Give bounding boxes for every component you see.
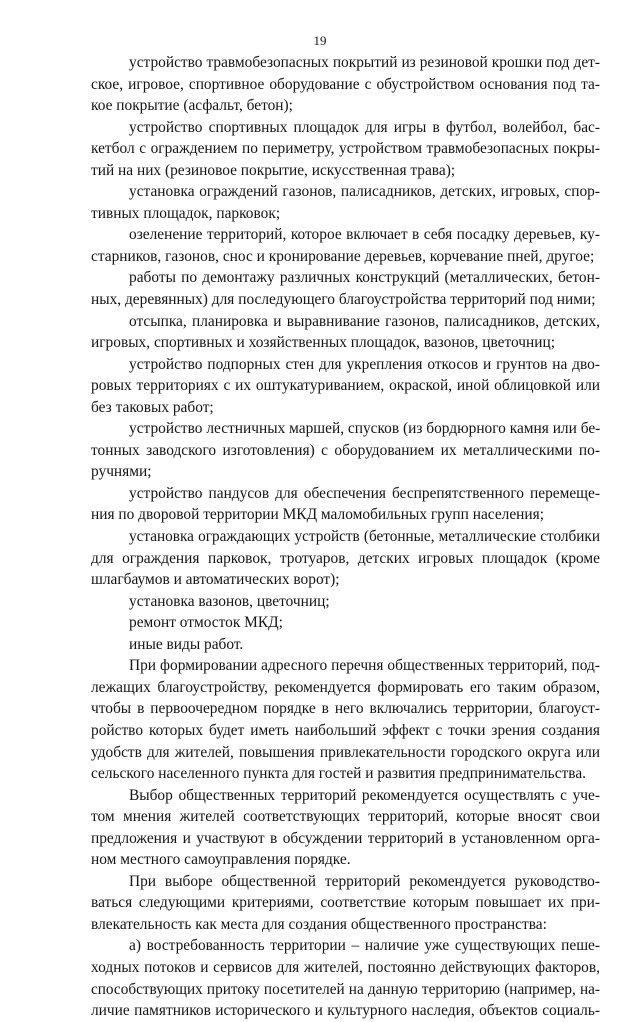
text-line: без таковых работ;	[91, 398, 214, 416]
text-line: удобств для жителей, повышения привлекательности городского округа или	[91, 743, 600, 761]
text-line: игровых, спортивных и хозяйственных площадок, вазонов, цветочниц;	[91, 334, 556, 352]
text-line: тий на них (резиновое покрытие, искусственная трава);	[91, 161, 456, 179]
text-line: ния по дворовой территории МКД маломобильных групп населения;	[91, 506, 544, 524]
text-line: работы по демонтажу различных конструкций (металлических, бетон-	[129, 269, 600, 287]
text-line: ручнями;	[91, 463, 152, 481]
text-line: лежащих благоустройству, рекомендуется формировать его таким образом,	[91, 678, 600, 696]
text-line: ваться следующими критериями, соответствие которым повышает их при-	[91, 894, 600, 912]
text-line: иные виды работ.	[129, 635, 244, 653]
text-line: кое покрытие (асфальт, бетон);	[91, 97, 293, 115]
text-line: сельского населенного пункта для гостей и развития предпринимательства.	[91, 765, 587, 783]
text-line: том мнения жителей соответствующих территорий, которые вносят свои	[91, 808, 600, 826]
text-line: устройство лестничных маршей, спусков (из бордюрного камня или бе-	[129, 420, 600, 438]
text-line: отсыпка, планировка и выравнивание газонов, палисадников, детских,	[129, 312, 600, 330]
body-text	[91, 52, 600, 1022]
text-line: чтобы в первоочередном порядке в него включались территории, благоуст-	[91, 700, 600, 718]
text-line: устройство подпорных стен для укрепления откосов и грунтов на дво-	[129, 355, 600, 373]
text-line: озеленение территорий, которое включает в себя посадку деревьев, ку-	[129, 226, 600, 244]
text-line: установка ограждающих устройств (бетонные, металлические столбики	[129, 528, 600, 546]
text-line: влекательность как места для создания общественного пространства:	[91, 915, 547, 933]
text-line: ровых территориях с их оштукатуриванием, окраской, иной облицовкой или	[91, 377, 600, 395]
text-line: установка вазонов, цветочниц;	[129, 592, 330, 610]
text-line: тонных заводского изготовления) с оборудованием их металлическими по-	[91, 441, 600, 459]
text-line: ных, деревянных) для последующего благоустройства территорий под ними;	[91, 291, 596, 309]
text-line: личие памятников исторического и культурного наследия, объектов социаль-	[91, 1002, 600, 1020]
text-line: шлагбаумов и автоматических ворот);	[91, 571, 340, 589]
text-line: тивных площадок, парковок;	[91, 204, 281, 222]
text-line: устройство пандусов для обеспечения беспрепятственного перемеще-	[129, 484, 600, 502]
text-line: ройство которых будет иметь наибольший эффект с точки зрения создания	[91, 721, 600, 739]
text-line: ское, игровое, спортивное оборудование с обустройством основания под та-	[91, 75, 600, 93]
text-line: ном местного самоуправления порядке.	[91, 851, 351, 869]
text-line: устройство спортивных площадок для игры в футбол, волейбол, бас-	[129, 118, 600, 136]
text-line: При выборе общественной территорий рекомендуется руководство-	[129, 872, 600, 890]
text-line: предложения и участвуют в обсуждении территорий в установленном орга-	[91, 829, 600, 847]
text-line: установка ограждений газонов, палисадников, детских, игровых, спор-	[129, 183, 600, 201]
text-line: При формировании адресного перечня общественных территорий, под-	[129, 657, 600, 675]
page-number: 19	[313, 33, 327, 48]
text-line: способствующих притоку посетителей на данную территорию (например, на-	[91, 980, 600, 998]
text-line: ходных потоков и сервисов для жителей, постоянно действующих факторов,	[91, 958, 600, 976]
text-line: кетбол с ограждением по периметру, устройством травмобезопасных покры-	[91, 140, 600, 158]
text-line: ремонт отмосток МКД;	[129, 614, 283, 632]
text-line: старников, газонов, снос и кронирование деревьев, корчевание пней, другое;	[91, 247, 595, 265]
text-line: а) востребованность территории – наличие уже существующих пеше-	[129, 937, 600, 955]
text-line: Выбор общественных территорий рекомендуется осуществлять с уче-	[129, 786, 600, 804]
text-line: для ограждения парковок, тротуаров, детских игровых площадок (кроме	[91, 549, 600, 567]
text-line: устройство травмобезопасных покрытий из резиновой крошки под дет-	[129, 54, 600, 71]
